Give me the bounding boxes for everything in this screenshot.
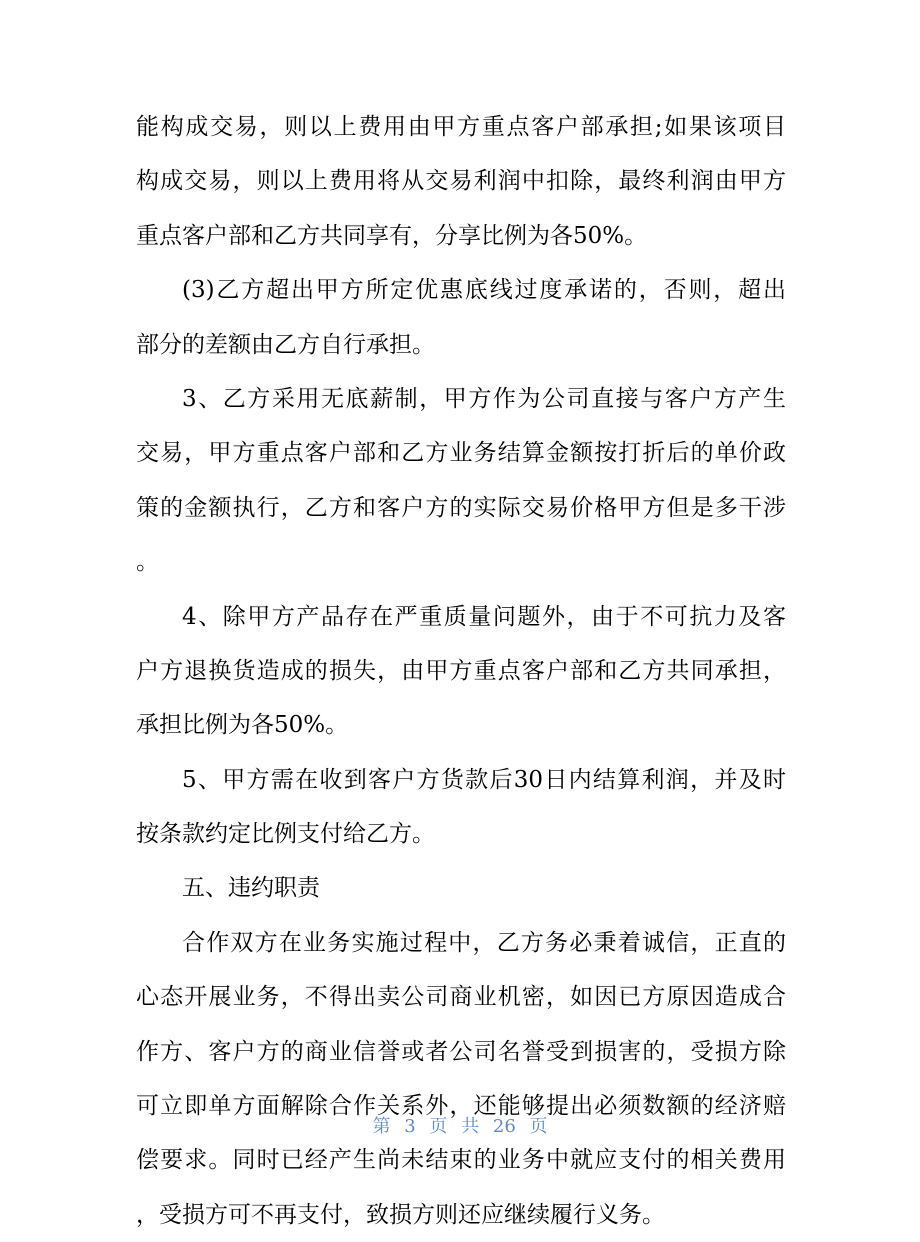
text-line: 部分的差额由乙方自行承担。 (136, 331, 435, 358)
page-label-page: 页 (429, 1116, 448, 1137)
text-line: 合作双方在业务实施过程中，乙方务必秉着诚信，正直的 (182, 929, 786, 956)
text-line: ，受损方可不再支付，致损方则还应继续履行义务。 (136, 1201, 665, 1228)
section-heading: 五、违约职责 (182, 875, 320, 902)
text-line: 户方退换货造成的损失，由甲方重点客户部和乙方共同承担， (136, 657, 786, 684)
text-line: 3、乙方采用无底薪制，甲方作为公司直接与客户方产生 (182, 385, 786, 412)
page-label-prefix: 第 (372, 1116, 391, 1137)
text-line: 心态开展业务，不得出卖公司商业机密，如因已方原因造成合 (136, 984, 786, 1011)
text-line: 构成交易，则以上费用将从交易利润中扣除，最终利润由甲方 (136, 168, 786, 195)
page-label-total: 共 (461, 1116, 480, 1137)
page-label-suffix: 页 (529, 1116, 548, 1137)
page-footer (0, 1112, 920, 1138)
text-line: 。 (136, 549, 159, 576)
text-line: 能构成交易，则以上费用由甲方重点客户部承担;如果该项目 (136, 114, 786, 140)
page-number-current: 3 (404, 1116, 416, 1137)
text-line: 5、甲方需在收到客户方货款后30日内结算利润，并及时 (182, 766, 786, 793)
text-line: 作方、客户方的商业信誉或者公司名誉受到损害的，受损方除 (136, 1038, 786, 1065)
document-body (136, 100, 786, 1242)
text-line: 可立即单方面解除合作关系外，还能够提出必须数额的经济赔 (136, 1093, 786, 1120)
text-line: 重点客户部和乙方共同享有，分享比例为各50%。 (136, 222, 648, 249)
text-line: 偿要求。同时已经产生尚未结束的业务中就应支付的相关费用 (136, 1147, 786, 1174)
text-line: 交易，甲方重点客户部和乙方业务结算金额按打折后的单价政 (136, 440, 786, 467)
text-line: 4、除甲方产品存在严重质量问题外，由于不可抗力及客 (182, 603, 786, 630)
text-line: (3)乙方超出甲方所定优惠底线过度承诺的，否则，超出 (182, 277, 786, 304)
text-line: 承担比例为各50%。 (136, 712, 349, 739)
text-line: 按条款约定比例支付给乙方。 (136, 821, 435, 848)
page-number-total: 26 (492, 1116, 516, 1137)
text-line: 策的金额执行，乙方和客户方的实际交易价格甲方但是多干涉 (136, 494, 786, 521)
